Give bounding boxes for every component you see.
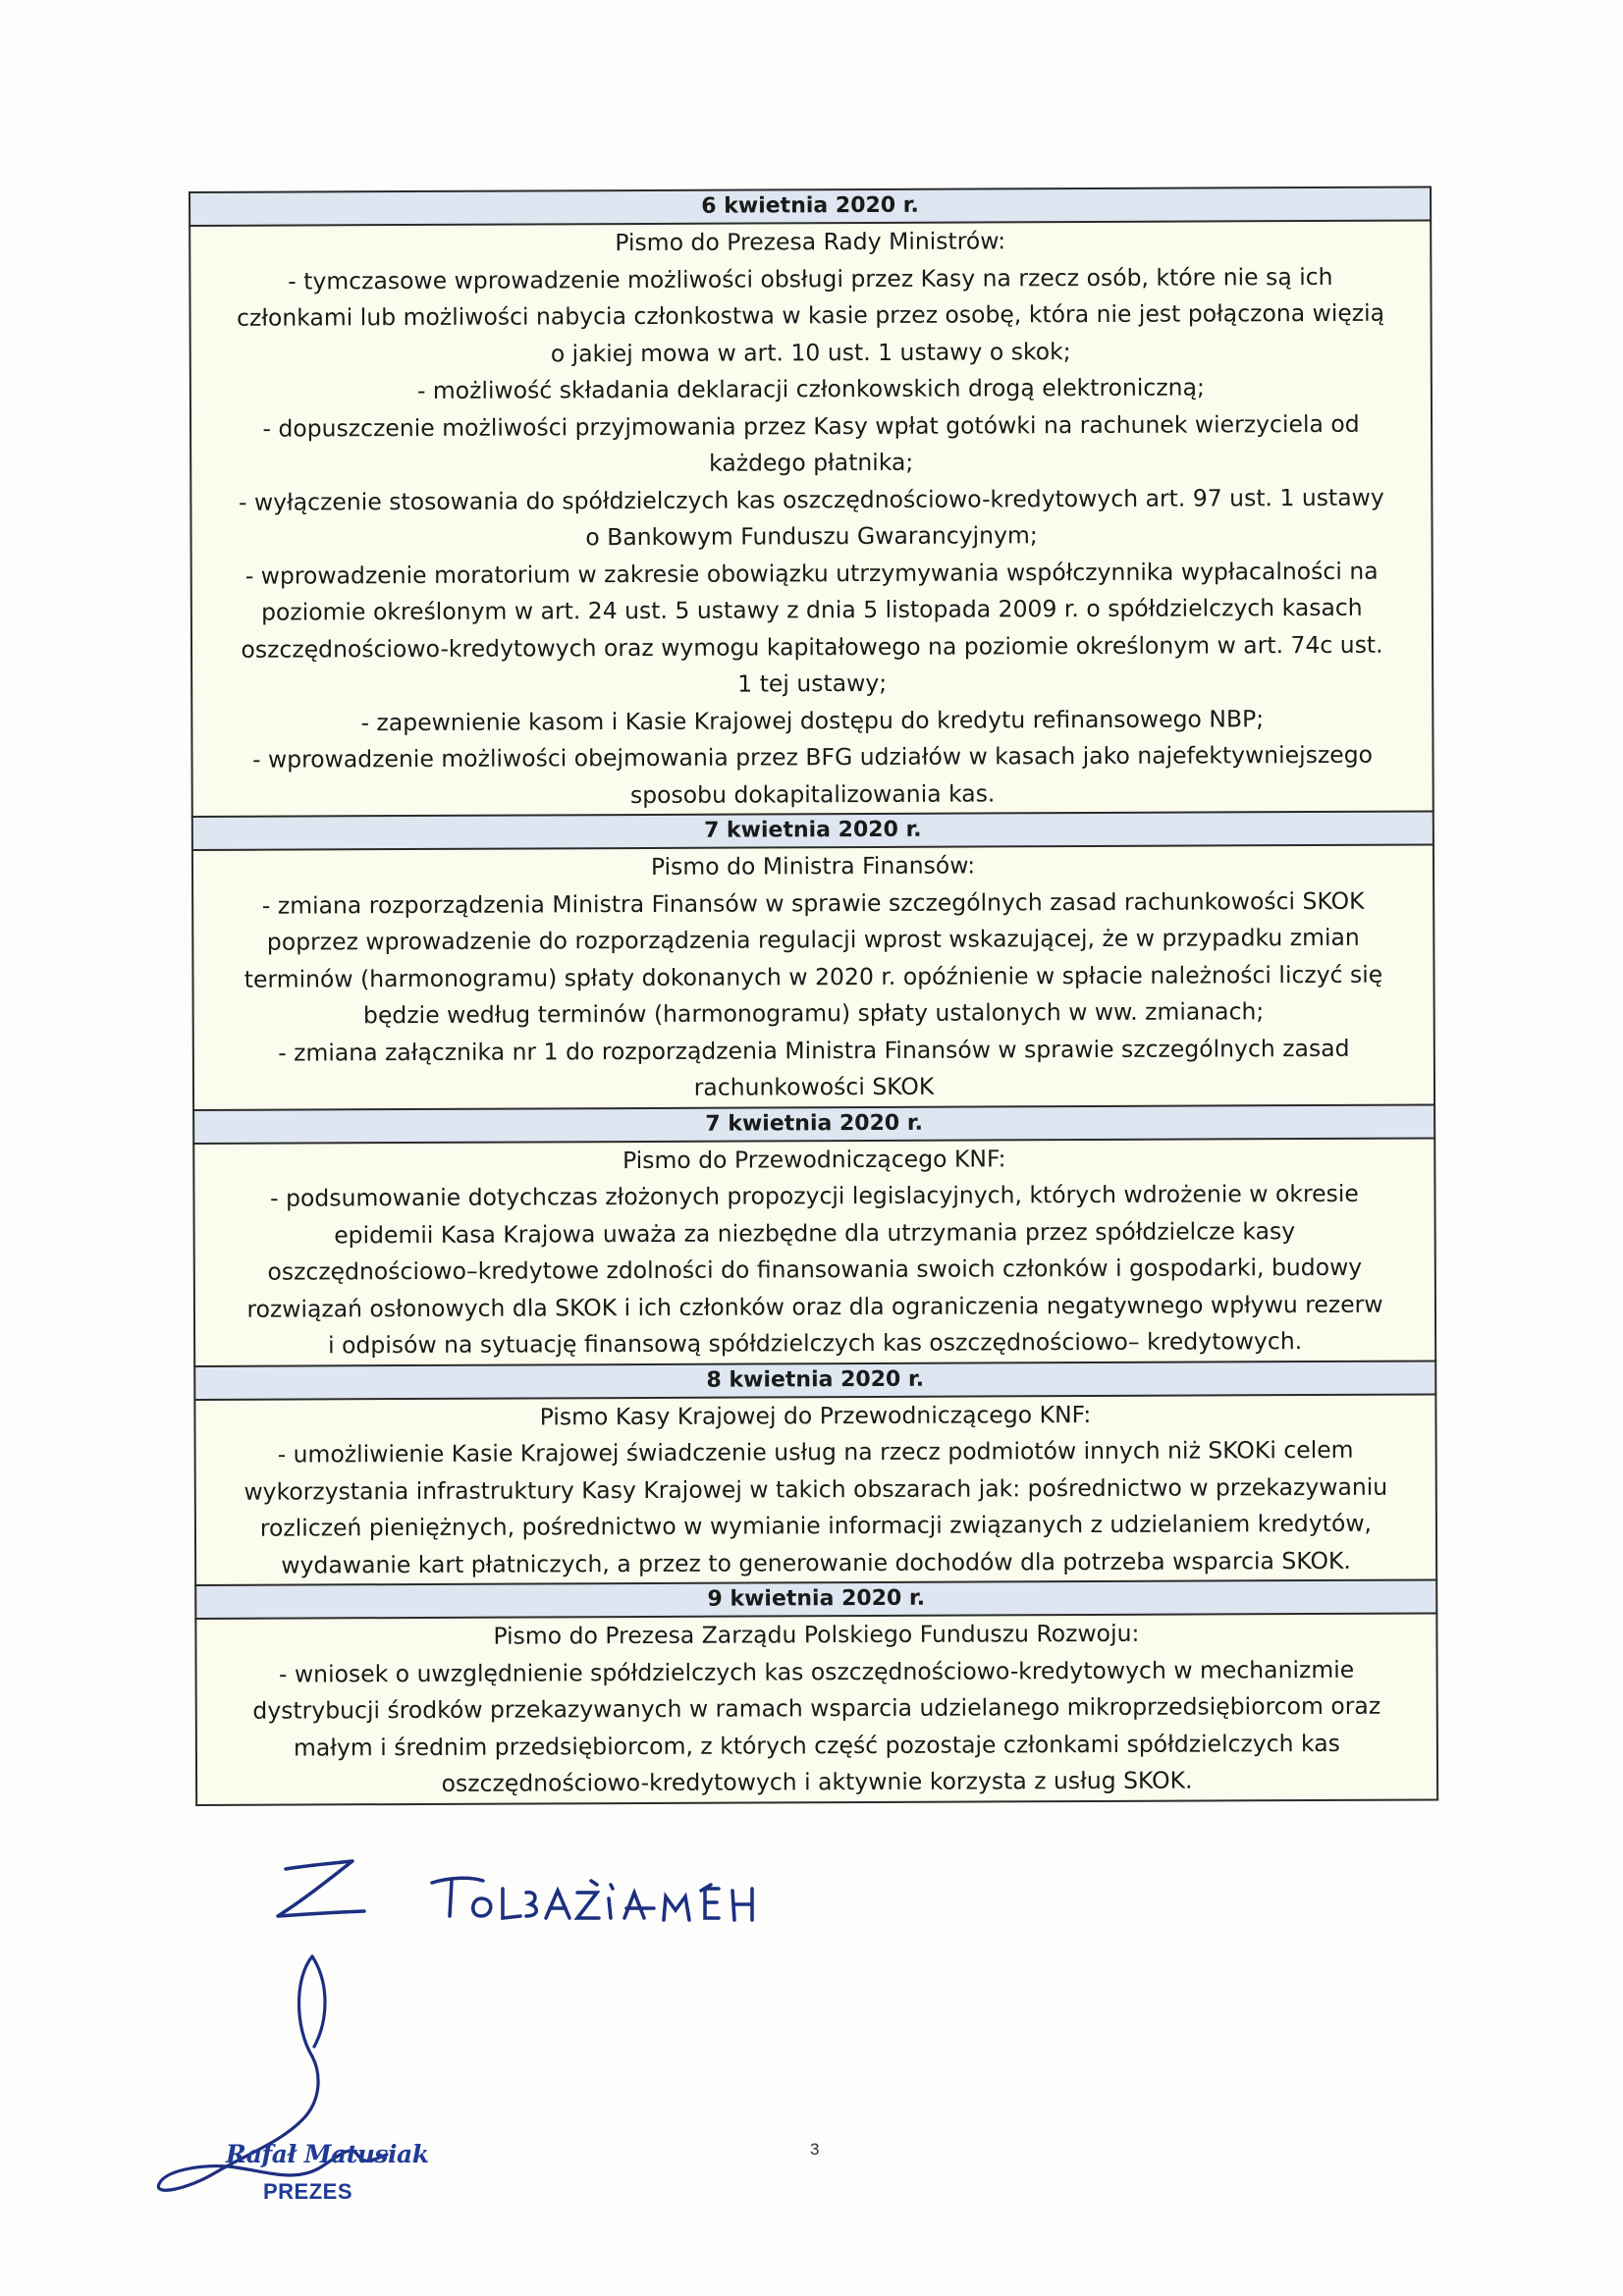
handwritten-z [270,1855,378,1934]
content-line: o Bankowym Funduszu Gwarancyjnym; [585,521,1038,552]
content-line: - umożliwienie Kasie Krajowej świadczenie usług na rzecz podmiotów innych niż SKOKi celem [277,1435,1354,1468]
entry-date: 6 kwietnia 2020 r. [189,187,1431,226]
date-row [192,811,1434,850]
content-line: poziomie określonym w art. 24 ust. 5 ustawy z dnia 5 listopada 2009 r. o spółdzielczych kasach [260,593,1363,626]
content-line: wykorzystania infrastruktury Kasy Krajowej w takich obszarach jak: pośrednictwo w przekazywaniu [243,1472,1388,1506]
content-line: oszczędnościowo–kredytowe zdolności do finansowania swoich członków i gospodarki, budowy [267,1253,1363,1286]
entry-content [195,1613,1437,1804]
entry-content [189,220,1434,817]
entry-content [193,1138,1435,1366]
content-row [189,220,1434,817]
entry-date: 7 kwietnia 2020 r. [192,811,1434,850]
entry-date: 8 kwietnia 2020 r. [194,1361,1435,1400]
content-line: - podsumowanie dotychczas złożonych propozycji legislacyjnych, których wdrożenie w okresie [270,1179,1359,1212]
content-line: rozliczeń pieniężnych, pośrednictwo w wymianie informacji związanych z udzielaniem kredytów, [259,1509,1373,1542]
content-line: rozwiązań osłonowych dla SKOK i ich członków oraz dla ograniczenia negatywnego wpływu rezerw [246,1290,1383,1323]
handwritten-signature [147,1949,461,2214]
content-line: małym i średnim przedsiębiorcom, z których część pozostaje członkami spółdzielczych kas [293,1729,1340,1762]
content-line: 1 tej ustawy; [737,668,888,698]
content-line: - wprowadzenie moratorium w zakresie obowiązku utrzymywania współczynnika wypłacalności na [244,557,1379,590]
content-row [195,1613,1437,1804]
content-row [193,1138,1435,1366]
letter-heading: Pismo do Prezesa Rady Ministrów: [615,227,1006,257]
entry-content [194,1394,1436,1585]
content-line: rachunkowości SKOK [693,1072,935,1101]
signatory-name: Rafał Matusiak [226,2140,429,2168]
content-line: oszczędnościowo-kredytowych oraz wymogu kapitałowego na poziomie określonym w art. 74c ust. [241,630,1383,664]
date-row [195,1579,1436,1619]
content-line: będzie według terminów (harmonogramu) spłaty ustalonych w ww. zmianach; [362,997,1265,1030]
content-line: poprzez wprowadzenie do rozporządzenia regulacji wprost wskazującej, że w przypadku zmian [266,923,1360,956]
content-line: i odpisów na sytuację finansową spółdzielczych kas oszczędnościowo– kredytowych. [328,1327,1303,1360]
document-table [189,186,1438,1805]
content-line: - wyłączenie stosowania do spółdzielczych kas oszczędnościowo-kredytowych art. 97 ust. 1 ustawy [238,483,1384,516]
content-line: o jakiej mowa w art. 10 ust. 1 ustawy o skok; [550,337,1071,367]
signature-block [147,1845,854,2238]
letter-heading: Pismo Kasy Krajowej do Przewodniczącego KNF: [539,1400,1092,1430]
content-line: oszczędnościowo-kredytowych i aktywnie korzysta z usług SKOK. [441,1766,1193,1797]
content-line: - tymczasowe wprowadzenie możliwości obsługi przez Kasy na rzecz osób, które nie są ich [288,262,1333,295]
content-line: - wprowadzenie możliwości obejmowania przez BFG udziałów w kasach jako najefektywniejszego [251,740,1374,774]
content-line: - wniosek o uwzględnienie spółdzielczych kas oszczędnościowo-kredytowych w mechanizmie [278,1655,1355,1688]
page-number: 3 [810,2140,820,2159]
letter-heading: Pismo do Prezesa Zarządu Polskiego Funduszu Rozwoju: [493,1619,1140,1650]
content-line: sposobu dokapitalizowania kas. [629,778,996,809]
content-line: epidemii Kasa Krajowa uważa za niezbędne dla utrzymania przez spółdzielcze kasy [334,1216,1296,1249]
date-row [193,1104,1434,1144]
date-row [189,187,1431,226]
content-line: wydawanie kart płatniczych, a przez to generowanie dochodów dla potrzeba wsparcia SKOK. [281,1546,1351,1579]
content-line: terminów (harmonogramu) spłaty dokonanych w 2020 r. opóźnienie w spłacie należności liczyć się [243,960,1383,993]
letter-heading: Pismo do Przewodniczącego KNF: [622,1144,1006,1174]
content-line: dystrybucji środków przekazywanych w ramach wsparcia udzielanego mikroprzedsiębiorcom oraz [252,1691,1381,1725]
handwritten-greeting [424,1865,837,1953]
content-line: - zmiana rozporządzenia Ministra Finansów w sprawie szczególnych zasad rachunkowości SKOK [261,886,1365,920]
content-row [194,1394,1436,1585]
content-line: - dopuszczenie możliwości przyjmowania przez Kasy wpłat gotówki na rachunek wierzyciela od [262,409,1360,443]
date-row [194,1361,1435,1400]
entry-date: 7 kwietnia 2020 r. [193,1104,1434,1144]
content-line: - zmiana załącznika nr 1 do rozporządzenia Ministra Finansów w sprawie szczególnych zasad [278,1034,1350,1067]
letter-heading: Pismo do Ministra Finansów: [650,851,976,881]
content-line: każdego płatnika; [709,448,914,477]
signatory-role: PREZES [263,2179,353,2204]
content-line: członkami lub możliwości nabycia członkostwa w kasie przez osobę, która nie jest połączona więzią [237,298,1385,332]
content-row [192,844,1434,1109]
entry-date: 9 kwietnia 2020 r. [195,1579,1436,1619]
content-line: - zapewnienie kasom i Kasie Krajowej dostępu do kredytu refinansowego NBP; [360,704,1265,736]
entry-content [192,844,1434,1109]
content-line: - możliwość składania deklaracji członkowskich drogą elektroniczną; [416,373,1205,404]
